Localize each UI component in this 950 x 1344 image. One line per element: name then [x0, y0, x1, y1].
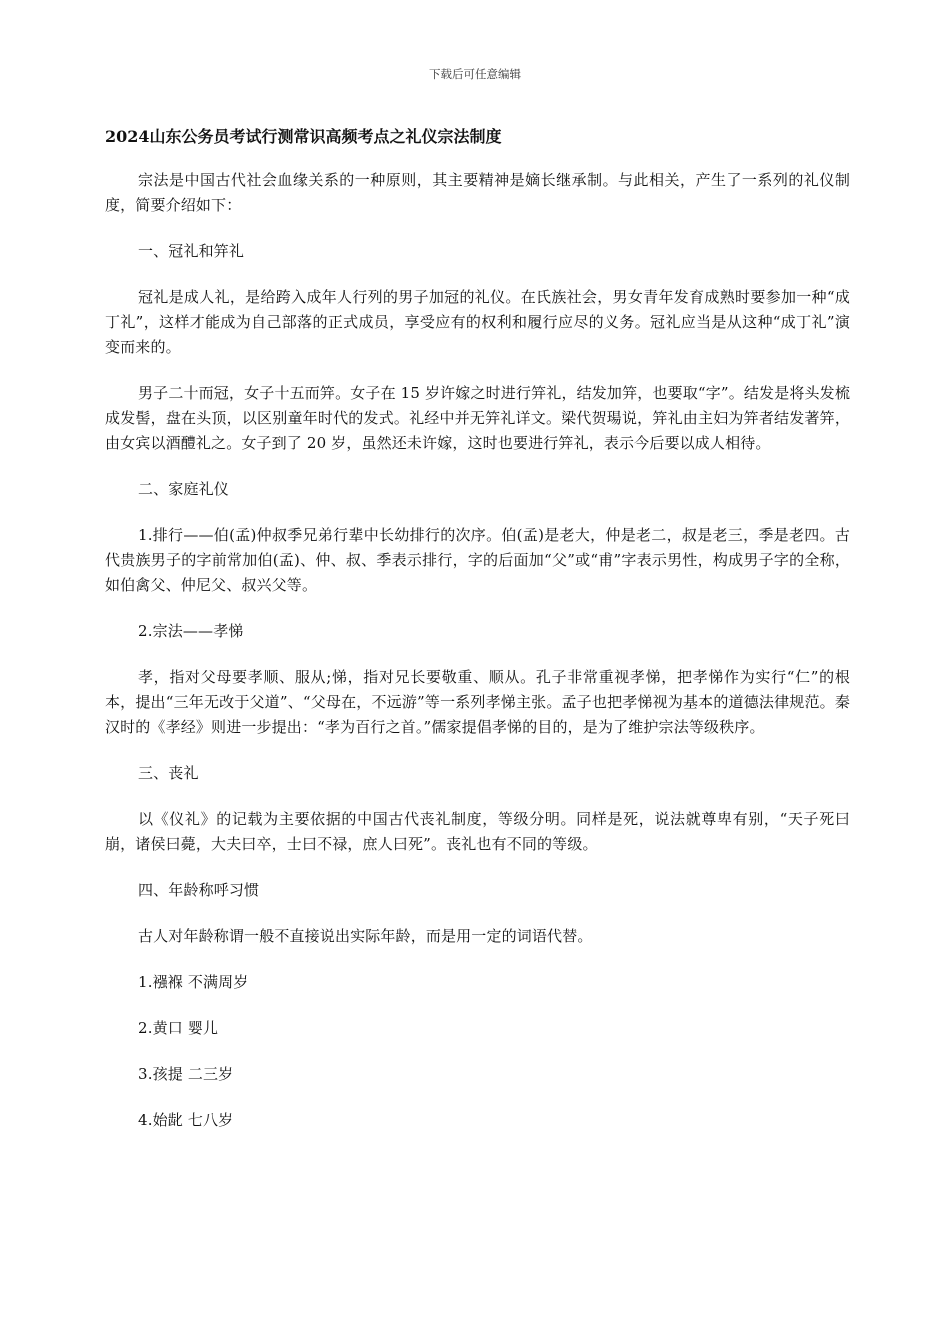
section-heading-4: 四、年龄称呼习惯 — [138, 881, 260, 899]
list-item: 1.襁褓 不满周岁 — [138, 973, 249, 991]
paragraph: 男子二十而冠，女子十五而笄。女子在 15 岁许嫁之时进行笄礼，结发加笄，也要取“字”。结发是将头发梳成发髻，盘在头顶，以区别童年时代的发式。礼经中并无笄礼详文。梁代贺瑒说，笄礼由主妇为笄者结发著笄，由女宾以酒醴礼之。女子到了 20 岁，虽然还未许嫁，这时也要进行笄礼，表示今后要以成人相待。 — [105, 384, 850, 452]
paragraph: 冠礼是成人礼，是给跨入成年人行列的男子加冠的礼仪。在氏族社会，男女青年发育成熟时要参加一种“成丁礼”，这样才能成为自己部落的正式成员，享受应有的权利和履行应尽的义务。冠礼应当是从这种“成丁礼”演变而来的。 — [105, 288, 850, 356]
subsection-heading: 2.宗法——孝悌 — [138, 622, 244, 640]
paragraph-intro: 宗法是中国古代社会血缘关系的一种原则，其主要精神是嫡长继承制。与此相关，产生了一系列的礼仪制度，简要介绍如下： — [105, 171, 850, 214]
document-body — [105, 118, 850, 1154]
list-item: 3.孩提 二三岁 — [138, 1065, 234, 1083]
paragraph: 以《仪礼》的记载为主要依据的中国古代丧礼制度，等级分明。同样是死，说法就尊卑有别，“天子死曰崩，诸侯曰薨，大夫曰卒，士曰不禄，庶人曰死”。丧礼也有不同的等级。 — [105, 810, 850, 853]
document-title: 2024山东公务员考试行测常识高频考点之礼仪宗法制度 — [105, 127, 502, 146]
paragraph: 古人对年龄称谓一般不直接说出实际年龄，而是用一定的词语代替。 — [138, 927, 593, 945]
page-header-note: 下载后可任意编辑 — [429, 67, 521, 81]
section-heading-3: 三、丧礼 — [138, 764, 199, 782]
paragraph: 1.排行——伯(孟)仲叔季兄弟行辈中长幼排行的次序。伯(孟)是老大，仲是老二，叔是老三，季是老四。古代贵族男子的字前常加伯(孟)、仲、叔、季表示排行，字的后面加“父”或“甫”字表示男性，构成男子字的全称，如伯禽父、仲尼父、叔兴父等。 — [105, 526, 850, 594]
section-heading-2: 二、家庭礼仪 — [138, 480, 229, 498]
section-heading-1: 一、冠礼和笄礼 — [138, 242, 245, 260]
paragraph: 孝，指对父母要孝顺、服从;悌，指对兄长要敬重、顺从。孔子非常重视孝悌，把孝悌作为实行“仁”的根本，提出“三年无改于父道”、“父母在，不远游”等一系列孝悌主张。孟子也把孝悌视为基本的道德法律规范。秦汉时的《孝经》则进一步提出：“孝为百行之首。”儒家提倡孝悌的目的，是为了维护宗法等级秩序。 — [105, 668, 850, 736]
list-item: 2.黄口 婴儿 — [138, 1019, 219, 1037]
list-item: 4.始龀 七八岁 — [138, 1111, 234, 1129]
